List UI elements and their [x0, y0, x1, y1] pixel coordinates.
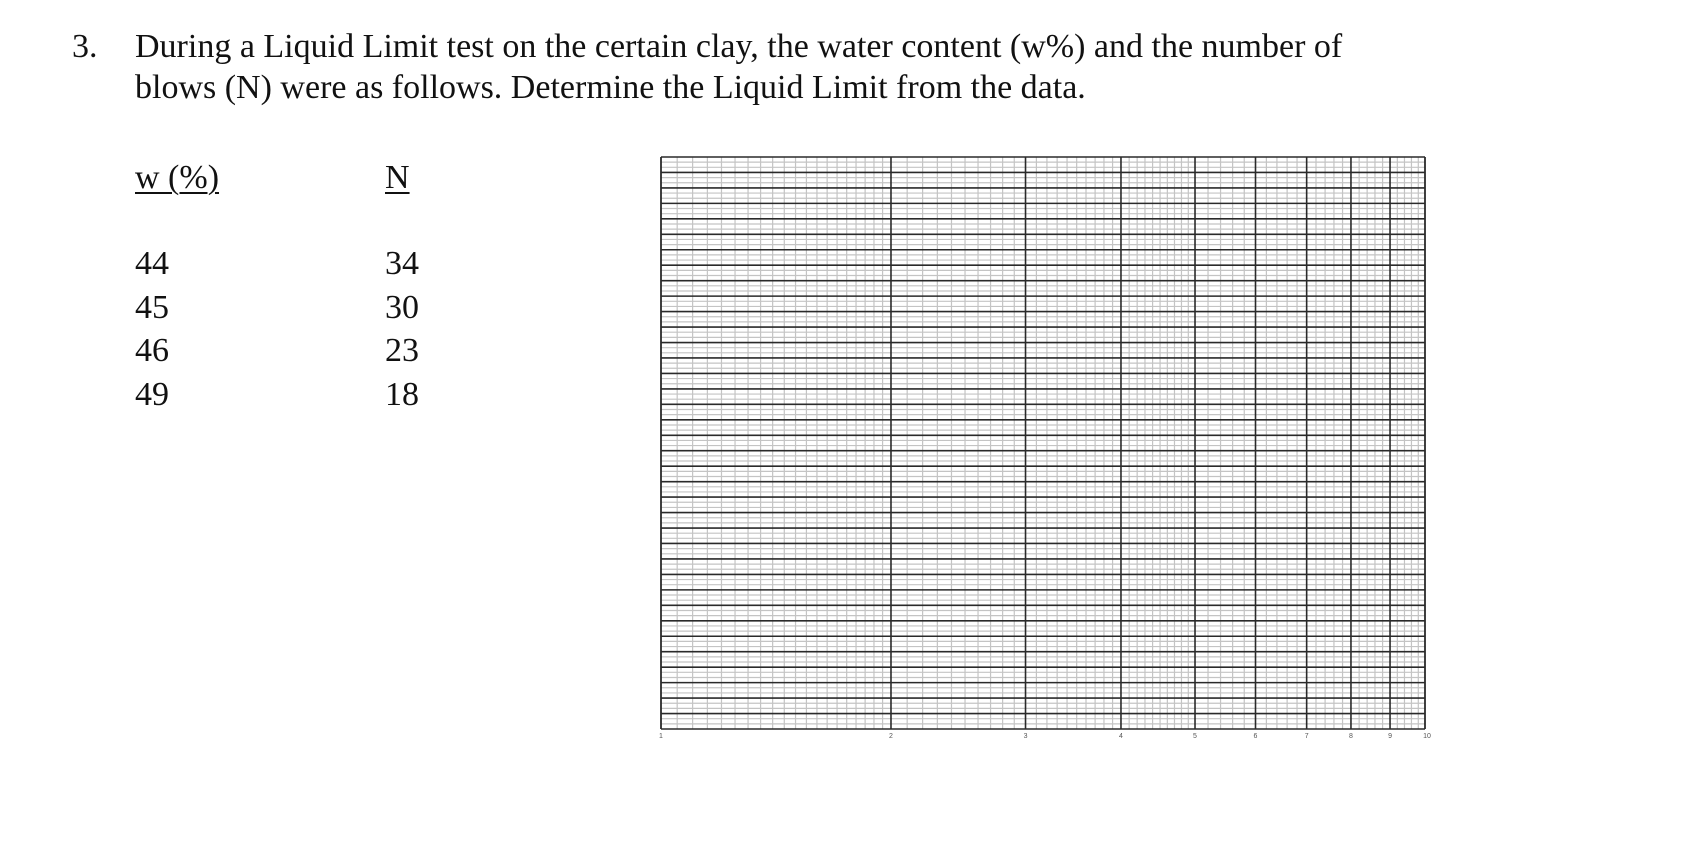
x-tick-label: 5	[1193, 733, 1197, 740]
x-tick-label: 1	[659, 733, 663, 740]
x-tick-label: 10	[1423, 733, 1431, 740]
x-tick-label: 3	[1023, 733, 1028, 740]
water-content-cell: 45	[135, 288, 169, 326]
question-text	[135, 26, 1595, 108]
semi-log-graph-paper	[655, 150, 1445, 750]
water-content-cell: 49	[135, 375, 169, 413]
blows-values	[385, 242, 419, 416]
x-tick-label: 2	[889, 733, 893, 740]
x-tick-label: 9	[1388, 733, 1392, 740]
blows-cell: 18	[385, 375, 419, 413]
blows-cell: 30	[385, 288, 419, 326]
blows-cell: 34	[385, 245, 419, 282]
x-tick-label: 4	[1119, 733, 1123, 740]
x-tick-label: 7	[1304, 733, 1309, 740]
water-content-values	[135, 242, 219, 416]
x-tick-label: 8	[1349, 733, 1353, 740]
question-number: 3.	[72, 28, 98, 65]
column-water-content	[135, 158, 219, 416]
question-line-2: blows (N) were as follows. Determine the Liquid Limit from the data.	[135, 69, 1086, 106]
graph-grid	[655, 150, 1445, 750]
header-blows: N	[385, 159, 410, 196]
x-tick-label: 6	[1253, 733, 1258, 740]
header-water-content: w (%)	[135, 159, 220, 196]
blows-cell: 23	[385, 332, 419, 369]
column-blows	[385, 158, 419, 416]
water-content-cell: 46	[135, 332, 169, 369]
question-line-1: During a Liquid Limit test on the certain clay, the water content (w%) and the number of	[135, 28, 1343, 65]
water-content-cell: 44	[135, 245, 169, 282]
